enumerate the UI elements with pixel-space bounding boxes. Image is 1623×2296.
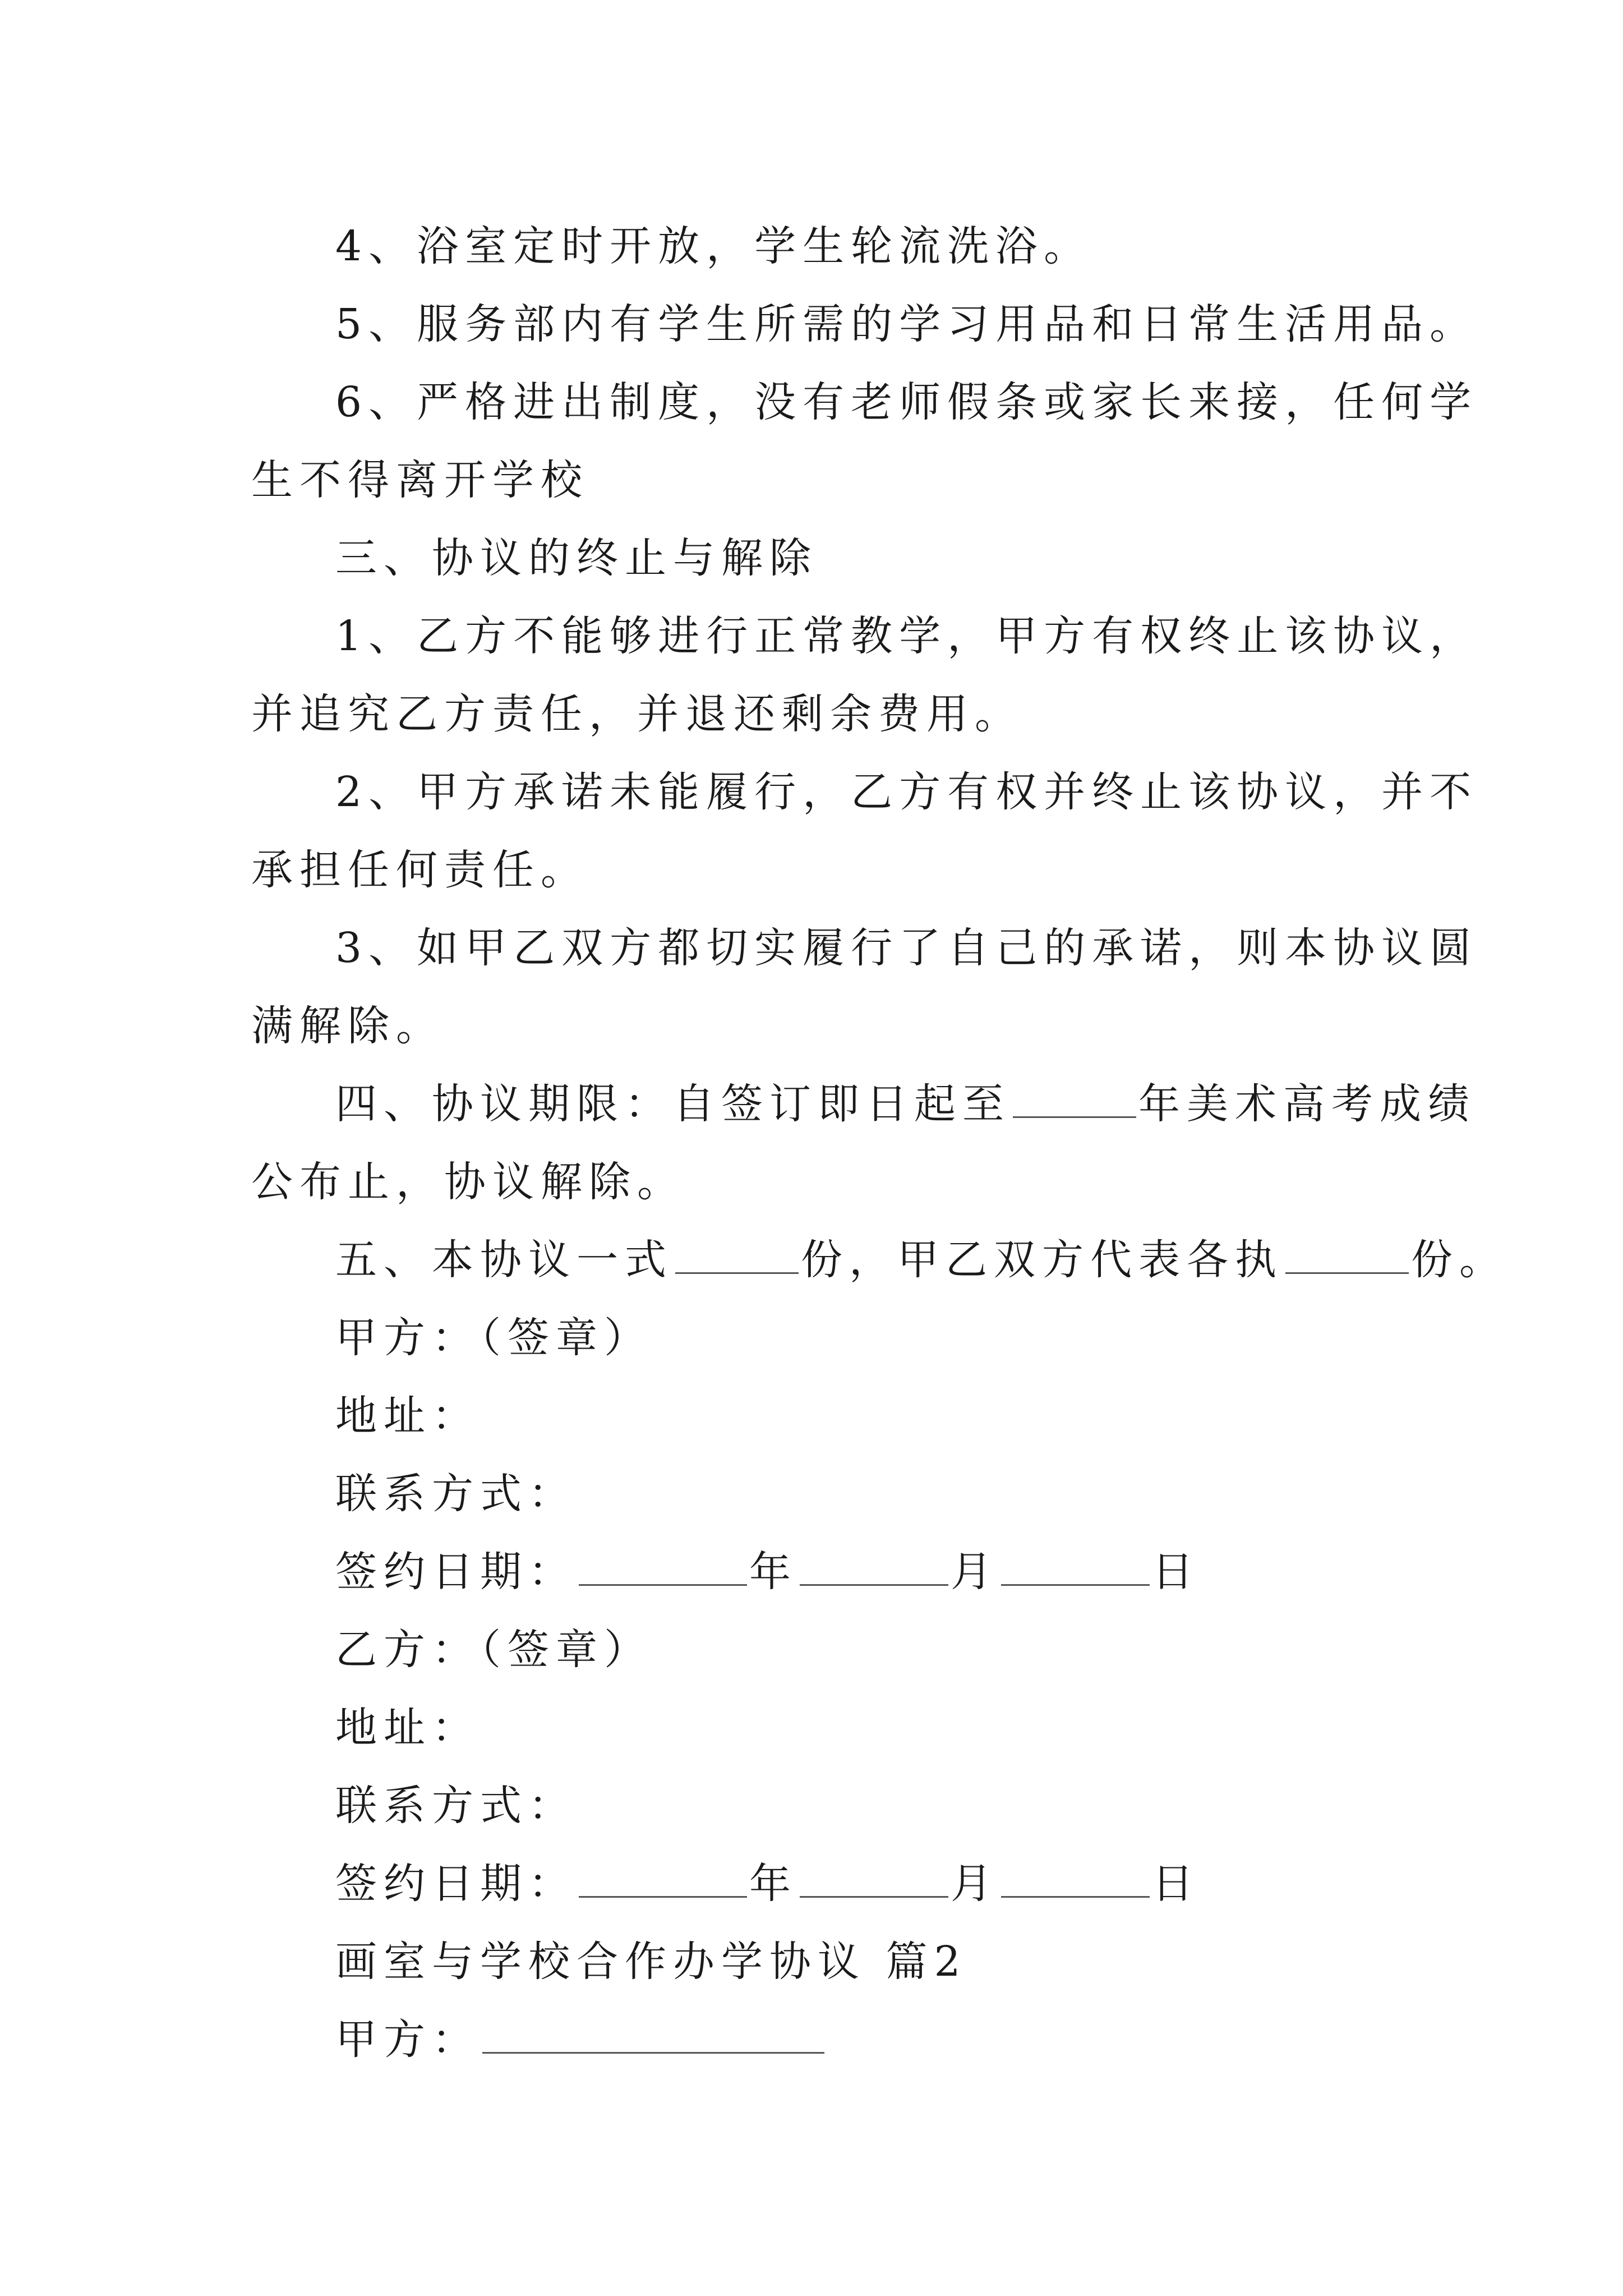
agreement-term-text-a: 四、协议期限：自签订即日起至 xyxy=(335,1080,1011,1128)
party-b-address: 地址： xyxy=(335,1704,480,1752)
section-title-part2: 画室与学校合作办学协议 篇2 xyxy=(335,1938,967,1986)
party-a-seal: 甲方：（签章） xyxy=(335,1314,652,1362)
blank-party-a-name[interactable] xyxy=(482,2009,824,2054)
termination-item2-line2: 承担任何责任。 xyxy=(251,846,589,894)
termination-item2-line1: 2、甲方承诺未能履行，乙方有权并终止该协议，并不 xyxy=(335,768,1478,816)
date-month-label: 月 xyxy=(951,1548,999,1596)
blank-date-month[interactable] xyxy=(800,1853,948,1898)
party-b-contact: 联系方式： xyxy=(335,1782,577,1830)
blank-total-copies[interactable] xyxy=(675,1230,799,1274)
party-a-sign-date xyxy=(251,1533,1378,1611)
party-a-name-line xyxy=(251,2001,1378,2079)
document-body xyxy=(251,208,1507,2079)
clause-bathroom: 4、浴室定时开放，学生轮流洗浴。 xyxy=(335,222,1092,270)
blank-date-day[interactable] xyxy=(1001,1542,1150,1586)
termination-item1-line2: 并追究乙方责任，并退还剩余费用。 xyxy=(251,690,1023,738)
date-year-label: 年 xyxy=(749,1860,797,1908)
date-year-label: 年 xyxy=(749,1548,797,1596)
blank-copies-each[interactable] xyxy=(1285,1230,1409,1274)
sign-date-label: 签约日期： xyxy=(335,1548,577,1596)
clause-exit-rule-line1: 6、严格进出制度，没有老师假条或家长来接，任何学 xyxy=(335,378,1478,426)
section-heading-termination: 三、协议的终止与解除 xyxy=(335,534,818,582)
party-a-address: 地址： xyxy=(335,1392,480,1440)
copies-text-a: 五、本协议一式 xyxy=(335,1236,673,1284)
copies-text-c: 份。 xyxy=(1411,1236,1507,1284)
blank-date-day[interactable] xyxy=(1001,1853,1150,1898)
date-month-label: 月 xyxy=(951,1860,999,1908)
copies-clause xyxy=(251,1221,1507,1299)
clause-service-dept: 5、服务部内有学生所需的学习用品和日常生活用品。 xyxy=(335,300,1478,348)
blank-date-year[interactable] xyxy=(579,1542,747,1586)
copies-text-b: 份，甲乙双方代表各执 xyxy=(801,1236,1283,1284)
agreement-term-line2: 公布止，协议解除。 xyxy=(251,1158,685,1206)
party-b-seal: 乙方：（签章） xyxy=(335,1626,652,1674)
clause-exit-rule-line2: 生不得离开学校 xyxy=(251,456,589,504)
termination-item3-line1: 3、如甲乙双方都切实履行了自己的承诺，则本协议圆 xyxy=(335,924,1478,972)
termination-item3-line2: 满解除。 xyxy=(251,1002,444,1050)
agreement-term-text-b: 年美术高考成绩 xyxy=(1138,1080,1476,1128)
blank-date-month[interactable] xyxy=(800,1542,948,1586)
party-b-sign-date xyxy=(251,1845,1378,1923)
date-day-label: 日 xyxy=(1152,1548,1200,1596)
sign-date-label: 签约日期： xyxy=(335,1860,577,1908)
termination-item1-line1: 1、乙方不能够进行正常教学，甲方有权终止该协议， xyxy=(335,612,1478,660)
party-a-contact: 联系方式： xyxy=(335,1470,577,1518)
agreement-term-line1 xyxy=(251,1065,1476,1143)
blank-date-year[interactable] xyxy=(579,1853,747,1898)
party-a-label: 甲方： xyxy=(335,2016,480,2064)
date-day-label: 日 xyxy=(1152,1860,1200,1908)
blank-year[interactable] xyxy=(1013,1074,1136,1118)
